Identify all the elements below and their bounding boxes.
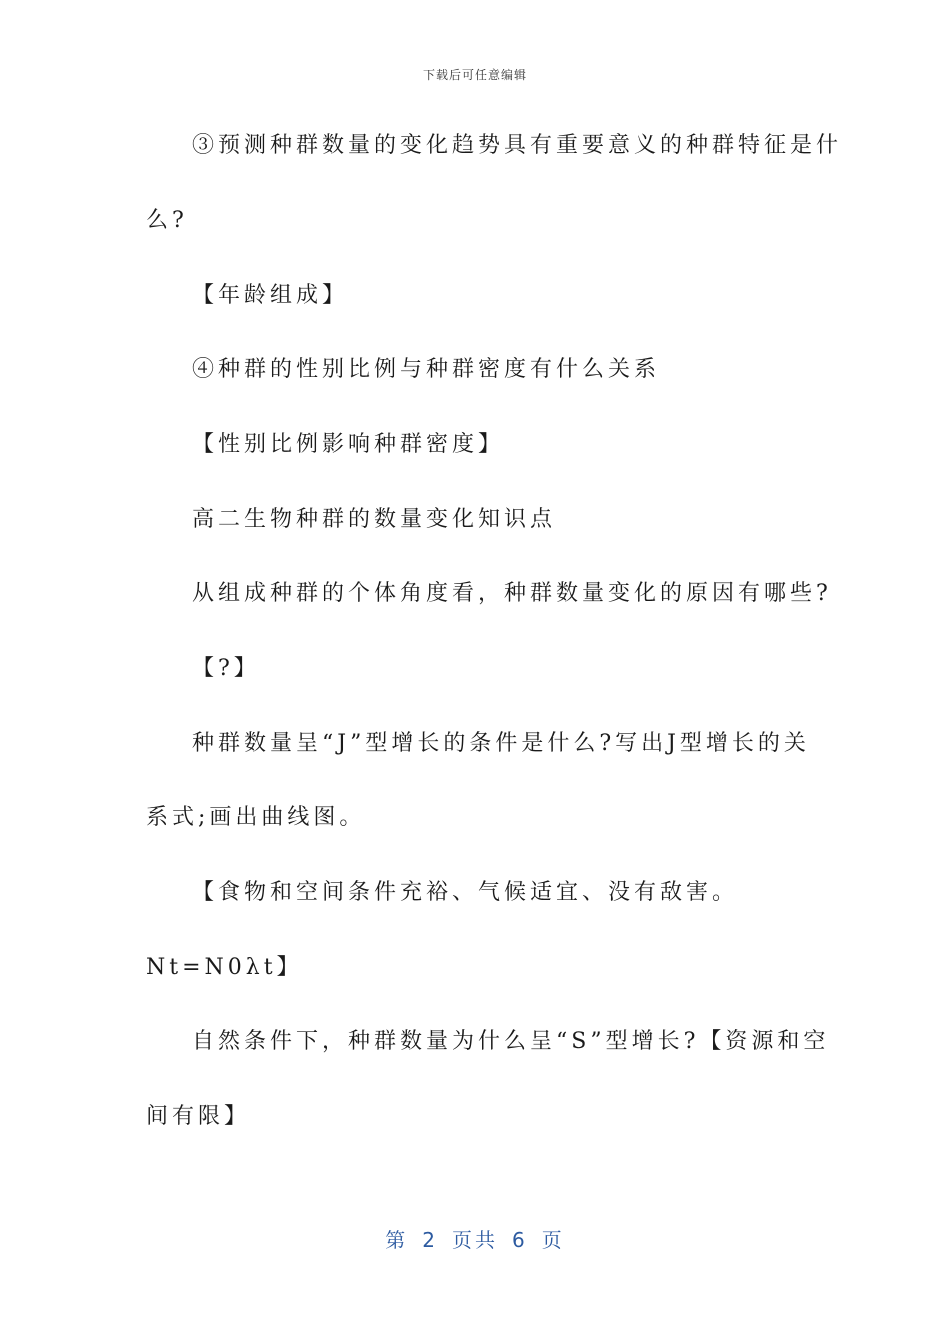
paragraph-line: 【年龄组成】: [192, 283, 349, 308]
footer-middle: 页共: [452, 1228, 498, 1252]
footer-total-pages: 6: [512, 1228, 528, 1252]
paragraph-line: 间有限】: [146, 1104, 251, 1129]
paragraph-line: 自然条件下，种群数量为什么呈“S”型增长?【资源和空: [192, 1029, 830, 1054]
paragraph-line: 【?】: [192, 656, 260, 681]
formula-line: Nt=N0λt】: [146, 955, 303, 980]
paragraph-line: 【食物和空间条件充裕、气候适宜、没有敌害。: [192, 880, 739, 905]
footer-page-number: 2: [422, 1228, 438, 1252]
paragraph-line: 【性别比例影响种群密度】: [192, 432, 505, 457]
paragraph-line: 系式;画出曲线图。: [146, 805, 366, 830]
section-heading: 高二生物种群的数量变化知识点: [192, 507, 557, 532]
paragraph-line: 从组成种群的个体角度看，种群数量变化的原因有哪些?: [192, 581, 832, 606]
paragraph-line: 种群数量呈“J”型增长的条件是什么?写出J型增长的关: [192, 731, 810, 756]
paragraph-line: ③预测种群数量的变化趋势具有重要意义的种群特征是什: [192, 133, 843, 158]
page-header: 下载后可任意编辑: [422, 68, 527, 82]
footer-suffix: 页: [541, 1228, 565, 1252]
footer-prefix: 第: [385, 1228, 409, 1252]
page-footer: [0, 1224, 950, 1253]
paragraph-line: 么?: [146, 208, 188, 233]
paragraph-line: ④种群的性别比例与种群密度有什么关系: [192, 357, 661, 382]
